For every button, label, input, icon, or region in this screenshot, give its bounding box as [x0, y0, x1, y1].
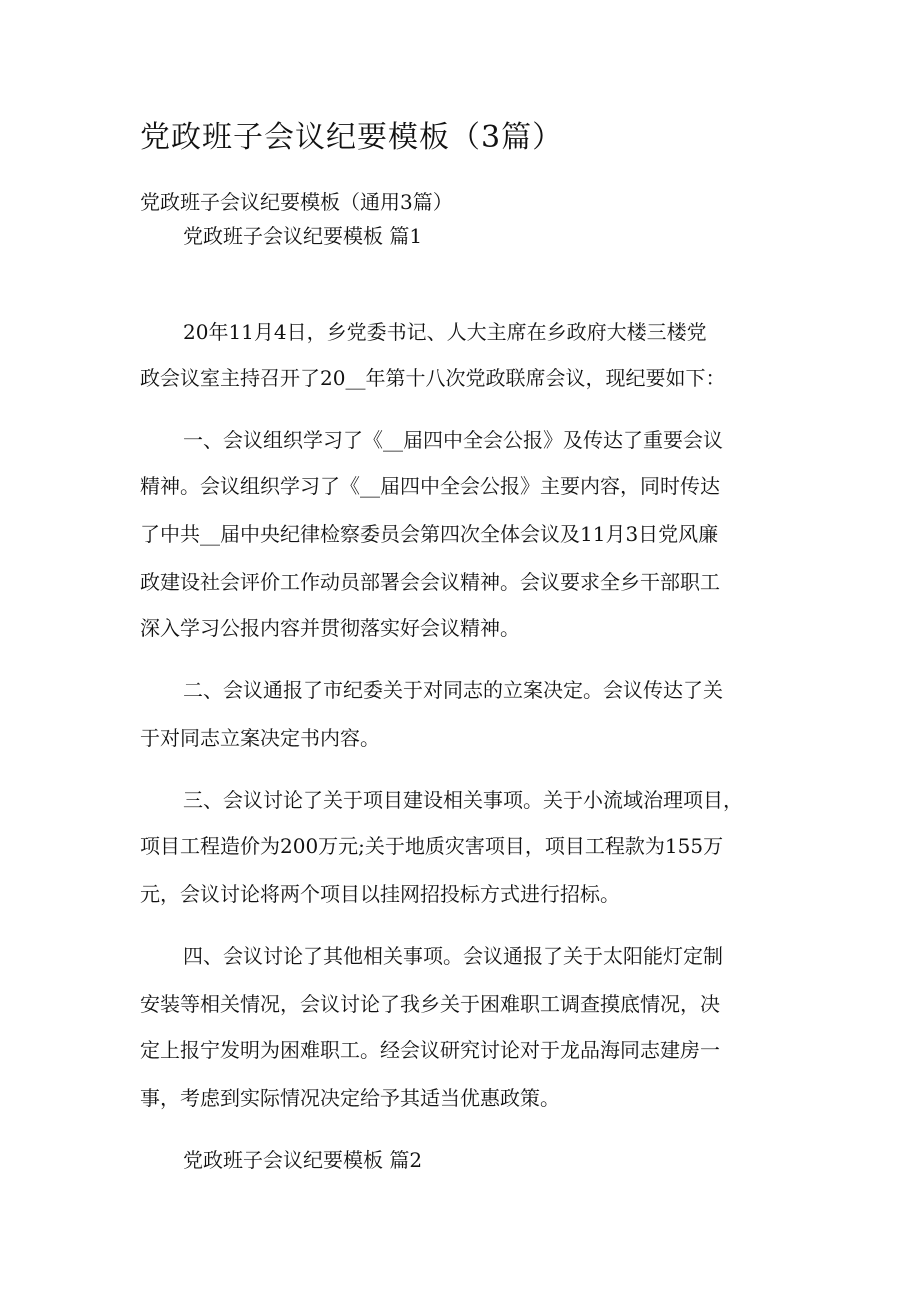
- paragraph-line: 定上报宁发明为困难职工。经会议研究讨论对于龙品海同志建房一: [140, 1038, 720, 1062]
- paragraph-line: 二、会议通报了市纪委关于对同志的立案决定。会议传达了关: [183, 678, 723, 702]
- paragraph-line: 一、会议组织学习了《__届四中全会公报》及传达了重要会议: [183, 428, 723, 452]
- paragraph-line: 于对同志立案决定书内容。: [140, 726, 380, 750]
- document-subtitle: 党政班子会议纪要模板（通用3篇）: [140, 190, 453, 214]
- paragraph-line: 元，会议讨论将两个项目以挂网招投标方式进行招标。: [140, 882, 620, 906]
- paragraph-line: 政会议室主持召开了20__年第十八次党政联席会议，现纪要如下：: [140, 366, 726, 390]
- paragraph-line: 了中共__届中央纪律检察委员会第四次全体会议及11月3日党风廉: [140, 522, 719, 546]
- paragraph-line: 深入学习公报内容并贯彻落实好会议精神。: [140, 616, 520, 640]
- paragraph-line: 政建设社会评价工作动员部署会会议精神。会议要求全乡干部职工: [140, 570, 720, 594]
- paragraph-line: 20年11月4日，乡党委书记、人大主席在乡政府大楼三楼党: [183, 320, 707, 344]
- section-heading-1: 党政班子会议纪要模板 篇1: [183, 224, 423, 248]
- paragraph-line: 安装等相关情况，会议讨论了我乡关于困难职工调查摸底情况，决: [140, 992, 720, 1016]
- paragraph-line: 精神。会议组织学习了《__届四中全会公报》主要内容，同时传达: [140, 474, 720, 498]
- paragraph-line: 四、会议讨论了其他相关事项。会议通报了关于太阳能灯定制: [183, 944, 723, 968]
- paragraph-line: 项目工程造价为200万元;关于地质灾害项目，项目工程款为155万: [140, 834, 724, 858]
- document-title: 党政班子会议纪要模板（3篇）: [140, 120, 564, 155]
- paragraph-line: 事，考虑到实际情况决定给予其适当优惠政策。: [140, 1086, 560, 1110]
- section-heading-2: 党政班子会议纪要模板 篇2: [183, 1148, 423, 1172]
- paragraph-line: 三、会议讨论了关于项目建设相关事项。关于小流域治理项目，: [183, 788, 743, 812]
